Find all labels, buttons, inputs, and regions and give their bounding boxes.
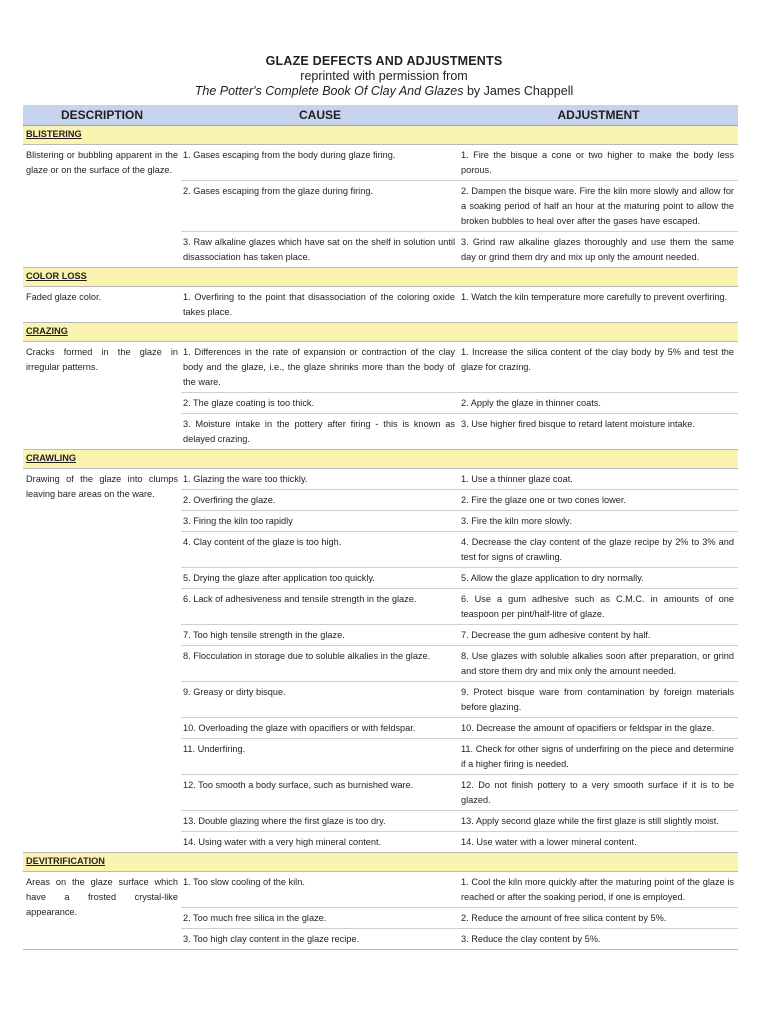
adjustment-cell: 12. Do not finish pottery to a very smooth surface if it is to be glazed.	[459, 775, 738, 811]
table-header-row	[23, 105, 738, 126]
cause-cell: 1. Differences in the rate of expansion or contraction of the clay body and the glaze, i.e., the glaze shrinks more than the body of the ware.	[181, 342, 459, 393]
source-citation	[0, 84, 768, 99]
adjustment-cell: 1. Increase the silica content of the clay body by 5% and test the glaze for crazing.	[459, 342, 738, 393]
table-row	[23, 287, 738, 323]
cause-cell: 9. Greasy or dirty bisque.	[181, 682, 459, 718]
column-header-adjustment: ADJUSTMENT	[459, 105, 738, 126]
cause-cell: 1. Too slow cooling of the kiln.	[181, 872, 459, 908]
category-row	[23, 853, 738, 872]
cause-cell: 8. Flocculation in storage due to soluble alkalies in the glaze.	[181, 646, 459, 682]
document-title: GLAZE DEFECTS AND ADJUSTMENTS	[265, 54, 503, 68]
adjustment-cell: 2. Dampen the bisque ware. Fire the kiln more slowly and allow for a soaking period of half an hour at the maturing point to allow the broken bubbles to heal over after the gases have escaped.	[459, 181, 738, 232]
cause-cell: 5. Drying the glaze after application too quickly.	[181, 568, 459, 589]
cause-cell: 3. Raw alkaline glazes which have sat on the shelf in solution until disassociation has taken place.	[181, 232, 459, 268]
adjustment-cell: 1. Use a thinner glaze coat.	[459, 469, 738, 490]
adjustment-cell: 2. Fire the glaze one or two cones lower.	[459, 490, 738, 511]
cause-cell: 6. Lack of adhesiveness and tensile strength in the glaze.	[181, 589, 459, 625]
cause-cell: 1. Gases escaping from the body during glaze firing.	[181, 145, 459, 181]
category-label: BLISTERING	[26, 129, 82, 139]
cause-cell: 3. Moisture intake in the pottery after firing - this is known as delayed crazing.	[181, 414, 459, 450]
adjustment-cell: 1. Fire the bisque a cone or two higher to make the body less porous.	[459, 145, 738, 181]
category-row	[23, 268, 738, 287]
adjustment-cell: 3. Reduce the clay content by 5%.	[459, 929, 738, 950]
category-label: DEVITRIFICATION	[26, 856, 105, 866]
cause-cell: 3. Too high clay content in the glaze recipe.	[181, 929, 459, 950]
adjustment-cell: 3. Fire the kiln more slowly.	[459, 511, 738, 532]
table-row	[23, 469, 738, 490]
glaze-defects-table	[23, 105, 738, 950]
adjustment-cell: 7. Decrease the gum adhesive content by half.	[459, 625, 738, 646]
cause-cell: 13. Double glazing where the first glaze is too dry.	[181, 811, 459, 832]
category-label: CRAZING	[26, 326, 68, 336]
cause-cell: 2. Too much free silica in the glaze.	[181, 908, 459, 929]
column-header-description: DESCRIPTION	[23, 105, 181, 126]
cause-cell: 1. Glazing the ware too thickly.	[181, 469, 459, 490]
book-title: The Potter's Complete Book Of Clay And Glazes	[194, 84, 464, 98]
adjustment-cell: 14. Use water with a lower mineral content.	[459, 832, 738, 853]
description-cell: Blistering or bubbling apparent in the glaze or on the surface of the glaze.	[23, 145, 181, 268]
cause-cell: 11. Underfiring.	[181, 739, 459, 775]
table-row	[23, 145, 738, 181]
adjustment-cell: 3. Use higher fired bisque to retard latent moisture intake.	[459, 414, 738, 450]
adjustment-cell: 3. Grind raw alkaline glazes thoroughly and use them the same day or grind them dry and mix up only the amount needed.	[459, 232, 738, 268]
category-row	[23, 323, 738, 342]
cause-cell: 2. Gases escaping from the glaze during firing.	[181, 181, 459, 232]
table-body	[23, 126, 738, 950]
description-cell: Faded glaze color.	[23, 287, 181, 323]
adjustment-cell: 2. Apply the glaze in thinner coats.	[459, 393, 738, 414]
category-cell	[23, 853, 738, 872]
cause-cell: 14. Using water with a very high mineral content.	[181, 832, 459, 853]
category-cell	[23, 450, 738, 469]
category-cell	[23, 268, 738, 287]
adjustment-cell: 4. Decrease the clay content of the glaze recipe by 2% to 3% and test for signs of crawling.	[459, 532, 738, 568]
adjustment-cell: 9. Protect bisque ware from contamination by foreign materials before glazing.	[459, 682, 738, 718]
table-row	[23, 342, 738, 393]
adjustment-cell: 1. Watch the kiln temperature more carefully to prevent overfiring.	[459, 287, 738, 323]
category-label: CRAWLING	[26, 453, 77, 463]
category-label: COLOR LOSS	[26, 271, 87, 281]
document-header	[0, 0, 768, 99]
column-header-cause: CAUSE	[181, 105, 459, 126]
description-cell: Drawing of the glaze into clumps leaving bare areas on the ware.	[23, 469, 181, 853]
adjustment-cell: 1. Cool the kiln more quickly after the maturing point of the glaze is reached or after the soaking period, if one is employed.	[459, 872, 738, 908]
adjustment-cell: 11. Check for other signs of underfiring on the piece and determine if a higher firing is needed.	[459, 739, 738, 775]
category-row	[23, 450, 738, 469]
cause-cell: 1. Overfiring to the point that disassociation of the coloring oxide takes place.	[181, 287, 459, 323]
category-cell	[23, 126, 738, 145]
cause-cell: 3. Firing the kiln too rapidly	[181, 511, 459, 532]
category-row	[23, 126, 738, 145]
description-cell: Cracks formed in the glaze in irregular patterns.	[23, 342, 181, 450]
adjustment-cell: 2. Reduce the amount of free silica content by 5%.	[459, 908, 738, 929]
adjustment-cell: 10. Decrease the amount of opacifiers or feldspar in the glaze.	[459, 718, 738, 739]
category-cell	[23, 323, 738, 342]
adjustment-cell: 6. Use a gum adhesive such as C.M.C. in amounts of one teaspoon per pint/half-litre of glaze.	[459, 589, 738, 625]
book-author: by James Chappell	[463, 84, 574, 98]
cause-cell: 7. Too high tensile strength in the glaze.	[181, 625, 459, 646]
adjustment-cell: 5. Allow the glaze application to dry normally.	[459, 568, 738, 589]
cause-cell: 4. Clay content of the glaze is too high.	[181, 532, 459, 568]
cause-cell: 2. The glaze coating is too thick.	[181, 393, 459, 414]
table-row	[23, 872, 738, 908]
cause-cell: 12. Too smooth a body surface, such as burnished ware.	[181, 775, 459, 811]
description-cell: Areas on the glaze surface which have a frosted crystal-like appearance.	[23, 872, 181, 950]
adjustment-cell: 8. Use glazes with soluble alkalies soon after preparation, or grind and store them dry and mix only the amount needed.	[459, 646, 738, 682]
document-subtitle: reprinted with permission from	[300, 69, 468, 83]
cause-cell: 2. Overfiring the glaze.	[181, 490, 459, 511]
cause-cell: 10. Overloading the glaze with opacifiers or with feldspar.	[181, 718, 459, 739]
adjustment-cell: 13. Apply second glaze while the first glaze is still slightly moist.	[459, 811, 738, 832]
